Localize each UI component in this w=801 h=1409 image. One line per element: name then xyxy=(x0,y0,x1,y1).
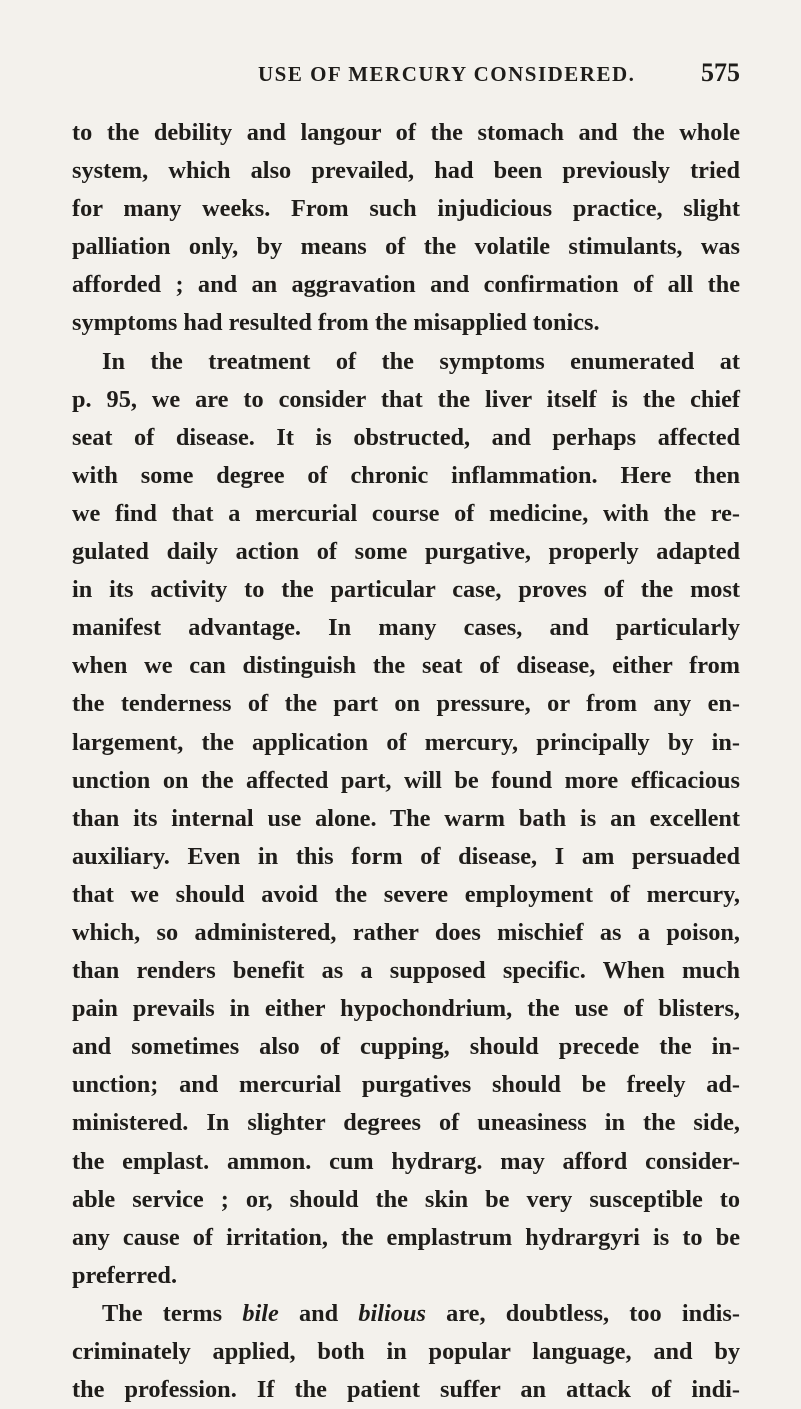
text-fragment: are, doubtless, too indis- xyxy=(425,1299,740,1327)
running-title: USE OF MERCURY CONSIDERED. xyxy=(258,62,636,86)
text-line: than its internal use alone. The warm bath is an excellent xyxy=(72,804,740,832)
text-line: we find that a mercurial course of medicine, with the re- xyxy=(72,499,740,527)
italic-term-bilious: bilious xyxy=(358,1299,426,1327)
text-line: with some degree of chronic inflammation. Here then xyxy=(72,461,740,489)
text-line: the profession. If the patient suffer an attack of indi- xyxy=(72,1376,740,1404)
text-line: In the treatment of the symptoms enumerated at xyxy=(102,347,740,375)
text-fragment: The terms xyxy=(102,1299,243,1327)
text-line: seat of disease. It is obstructed, and perhaps affected xyxy=(72,423,740,451)
text-line: p. 95, we are to consider that the liver itself is the chief xyxy=(72,385,740,413)
text-line: which, so administered, rather does mischief as a poison, xyxy=(72,918,740,946)
text-line: able service ; or, should the skin be very susceptible to xyxy=(72,1185,740,1213)
text-line: auxiliary. Even in this form of disease, I am persuaded xyxy=(72,842,740,870)
page-number: 575 xyxy=(701,58,740,87)
text-line: unction on the affected part, will be found more efficacious xyxy=(72,766,740,794)
running-head xyxy=(72,56,740,96)
text-line: palliation only, by means of the volatile stimulants, was xyxy=(72,233,740,261)
text-line: than renders benefit as a supposed specific. When much xyxy=(72,957,740,985)
text-line: afforded ; and an aggravation and confirmation of all the xyxy=(72,271,740,299)
text-line: manifest advantage. In many cases, and particularly xyxy=(72,614,740,642)
text-line: gulated daily action of some purgative, properly adapted xyxy=(72,538,740,566)
text-line: in its activity to the particular case, proves of the most xyxy=(72,576,740,604)
text-line: system, which also prevailed, had been previously tried xyxy=(72,157,740,185)
text-line: ministered. In slighter degrees of uneasiness in the side, xyxy=(72,1109,740,1137)
text-line: preferred. xyxy=(72,1261,178,1289)
text-line: symptoms had resulted from the misapplied tonics. xyxy=(72,309,600,337)
text-line: pain prevails in either hypochondrium, the use of blisters, xyxy=(72,995,740,1023)
text-fragment: and xyxy=(278,1299,359,1327)
text-line: and sometimes also of cupping, should precede the in- xyxy=(72,1033,740,1061)
text-line: to the debility and langour of the stomach and the whole xyxy=(72,119,740,146)
text-line: for many weeks. From such injudicious practice, slight xyxy=(72,195,740,223)
text-line xyxy=(72,1295,740,1333)
text-line: the tenderness of the part on pressure, or from any en- xyxy=(72,690,740,718)
text-line: when we can distinguish the seat of disease, either from xyxy=(72,652,740,680)
text-line: any cause of irritation, the emplastrum hydrargyri is to be xyxy=(72,1223,740,1251)
text-line: criminately applied, both in popular language, and by xyxy=(72,1338,740,1365)
text-line: unction; and mercurial purgatives should be freely ad- xyxy=(72,1071,740,1099)
text-line: that we should avoid the severe employment of mercury, xyxy=(72,880,740,908)
text-line: the emplast. ammon. cum hydrarg. may afford consider- xyxy=(72,1147,740,1175)
body-text xyxy=(72,114,740,1409)
italic-term-bile: bile xyxy=(242,1299,279,1327)
text-line: largement, the application of mercury, principally by in- xyxy=(72,728,740,756)
